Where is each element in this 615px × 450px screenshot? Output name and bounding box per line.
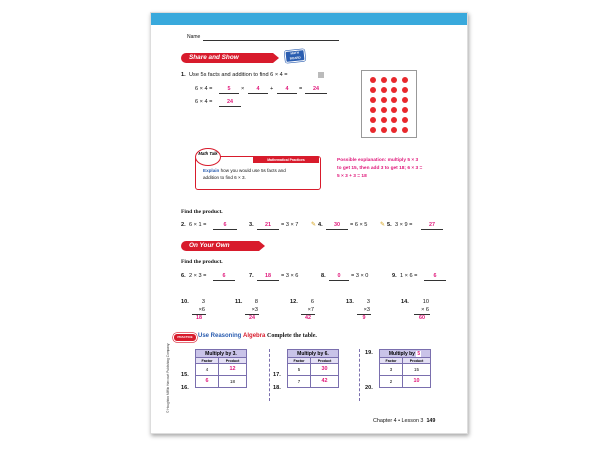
array-dot [370, 107, 376, 113]
problem-7-answer: 18 [265, 273, 271, 279]
problem-14-number: 14. [401, 299, 409, 305]
page-number: 149 [426, 418, 436, 424]
problem-8-number: 8. [321, 273, 326, 279]
table-3-title-text: Multiply by [388, 350, 415, 357]
problem-3-text: = 3 × 7 [281, 222, 299, 228]
problem-18-number: 18. [273, 385, 281, 391]
table-row [288, 364, 339, 376]
use-reasoning-line [198, 333, 317, 339]
question-1-number: 1. [181, 72, 186, 78]
problem-9-text: 1 × 6 = [400, 273, 418, 279]
array-dot [381, 127, 387, 133]
table-row [196, 376, 247, 388]
possible-explanation-2: to get 15, then add 3 to get 18; 6 × 3 = [337, 166, 423, 171]
problem-6-number: 6. [181, 273, 186, 279]
name-line [203, 40, 339, 41]
table-cell-answer: 6 [196, 376, 219, 388]
problem-17-number: 17. [273, 372, 281, 378]
problem-11-answer: 24 [249, 315, 255, 321]
problem-8-answer: 0 [337, 273, 341, 279]
on-your-own-banner: On Your Own [181, 241, 259, 251]
problem-14-top: 10 [422, 299, 429, 305]
problem-20-number: 20. [365, 385, 373, 391]
problem-13-number: 13. [346, 299, 354, 305]
array-dot [402, 77, 408, 83]
pencil-icon: ✎ [380, 222, 386, 228]
problem-12-bottom: ×7 [307, 307, 314, 313]
use-reasoning-label: Use Reasoning [198, 333, 242, 339]
array-dot [381, 117, 387, 123]
array-dot [391, 107, 397, 113]
practice-badge: PRACTICE [173, 333, 197, 342]
question-1-text: Use 5s facts and addition to find 6 × 4 = [189, 72, 288, 78]
problem-12-top: 6 [310, 299, 314, 305]
problem-7-number: 7. [249, 273, 254, 279]
array-dot [370, 117, 376, 123]
table-1-title: Multiply by 3. [196, 350, 247, 358]
share-and-show-banner: Share and Show [181, 53, 273, 63]
footer-chapter [373, 419, 435, 424]
problem-10-number: 10. [181, 299, 189, 305]
top-color-bar [151, 13, 467, 25]
pencil-icon: ✎ [311, 222, 317, 228]
table-row [380, 376, 431, 388]
algebra-label: Algebra [243, 333, 266, 339]
chapter-lesson-label: Chapter 4 • Lesson 3 [373, 418, 424, 424]
problem-13-top: 3 [366, 299, 370, 305]
multiply-by-blank-table [379, 349, 431, 388]
problem-12-answer: 42 [305, 315, 311, 321]
problem-10-bottom: ×6 [198, 307, 205, 313]
problem-5-number: 5. [387, 222, 392, 228]
problem-6-text: 2 × 3 = [189, 273, 207, 279]
table-cell: 7 [288, 376, 311, 388]
table-cell: 2 [380, 376, 403, 388]
table-3-title [380, 350, 431, 358]
dashed-divider [269, 349, 270, 401]
problem-11-top: 8 [254, 299, 258, 305]
mathematical-practices-label: Mathematical Practices [253, 157, 319, 163]
problem-14-answer: 60 [419, 315, 425, 321]
eq1-answer-2: 4 [256, 86, 260, 92]
table-cell: 18 [219, 376, 247, 388]
problem-2-answer: 6 [223, 222, 227, 228]
table-row [380, 364, 431, 376]
problem-4-number: 4. [318, 222, 323, 228]
math-talk-bubble [195, 148, 221, 166]
table-cell-answer: 30 [311, 364, 339, 376]
problem-10-top: 3 [201, 299, 205, 305]
problem-3-answer: 21 [265, 222, 271, 228]
array-dot [402, 117, 408, 123]
table-cell-answer: 10 [402, 376, 430, 388]
table-2-title: Multiply by 6. [288, 350, 339, 358]
array-dot [402, 87, 408, 93]
eq1-equals: = [299, 86, 303, 92]
array-dot [402, 107, 408, 113]
multiply-by-3-table [195, 349, 247, 388]
array-dot [370, 87, 376, 93]
multiply-by-6-table [287, 349, 339, 388]
problem-4-text: = 6 × 5 [350, 222, 368, 228]
eq2-answer: 24 [227, 99, 233, 105]
array-dot [381, 97, 387, 103]
dot-array [361, 70, 417, 138]
table-3-product-header: Product [402, 358, 430, 364]
array-dot [370, 127, 376, 133]
find-product-title-2: Find the product. [181, 259, 223, 265]
table-cell-answer: 42 [311, 376, 339, 388]
array-dot [370, 77, 376, 83]
table-3-factor-header: Factor [380, 358, 403, 364]
problem-9-answer: 6 [433, 273, 437, 279]
problem-11-bottom: ×3 [251, 307, 258, 313]
array-dot [391, 127, 397, 133]
table-3-title-answer: 5 [417, 350, 421, 357]
array-dot [381, 87, 387, 93]
problem-12-number: 12. [290, 299, 298, 305]
problem-9-number: 9. [392, 273, 397, 279]
problem-8-text: = 3 × 0 [351, 273, 369, 279]
problem-13-bottom: ×3 [363, 307, 370, 313]
table-cell: 4 [196, 364, 219, 376]
problem-7-text: = 3 × 6 [281, 273, 299, 279]
eq1-times: × [241, 86, 245, 92]
problem-11-number: 11. [235, 299, 243, 305]
math-board-badge: MATH BOARD [284, 49, 305, 63]
problem-16-number: 16. [181, 385, 189, 391]
table-row [196, 364, 247, 376]
problem-5-text: 3 × 9 = [395, 222, 413, 228]
problem-5-answer: 27 [429, 222, 435, 228]
eq2-lhs: 6 × 4 = [195, 99, 213, 105]
table-2-product-header: Product [311, 358, 339, 364]
instruction-text: Complete the table. [267, 333, 317, 339]
name-label: Name [187, 34, 201, 40]
table-cell: 3 [380, 364, 403, 376]
explain-word: Explain [203, 168, 220, 173]
copyright-text: © Houghton Mifflin Harcourt Publishing Company [166, 343, 170, 413]
array-dot [381, 77, 387, 83]
problem-2-text: 6 × 1 = [189, 222, 207, 228]
possible-explanation-1: Possible explanation: multiply 5 × 3 [337, 158, 419, 163]
array-dot [391, 77, 397, 83]
array-dot [391, 87, 397, 93]
table-1-product-header: Product [219, 358, 247, 364]
table-row [288, 376, 339, 388]
problem-6-answer: 6 [222, 273, 226, 279]
eq1-plus: + [270, 86, 274, 92]
math-talk-label: Math Talk [198, 151, 218, 156]
array-dot [370, 97, 376, 103]
possible-explanation-3: 5 × 3 + 3 = 18 [337, 174, 367, 179]
answer-box [318, 72, 324, 78]
problem-19-number: 19. [365, 350, 373, 356]
problem-10-answer: 18 [196, 315, 202, 321]
problem-14-bottom: × 6 [421, 307, 429, 313]
explain-text-2: addition to find 6 × 3. [203, 175, 246, 180]
array-dot [391, 117, 397, 123]
eq1-answer-3: 4 [285, 86, 289, 92]
problem-15-number: 15. [181, 372, 189, 378]
eq1-lhs: 6 × 4 = [195, 86, 213, 92]
problem-4-answer: 30 [334, 222, 340, 228]
explain-text: how you would use 5s facts and [220, 168, 286, 173]
array-dot [402, 127, 408, 133]
eq1-answer-1: 5 [227, 86, 231, 92]
table-2-factor-header: Factor [288, 358, 311, 364]
find-product-title-1: Find the product. [181, 209, 223, 215]
table-1-factor-header: Factor [196, 358, 219, 364]
table-cell-answer: 12 [219, 364, 247, 376]
problem-13-answer: 9 [362, 315, 366, 321]
array-dot [381, 107, 387, 113]
array-dot [391, 97, 397, 103]
table-cell: 5 [288, 364, 311, 376]
dashed-divider [359, 349, 360, 401]
table-cell: 15 [402, 364, 430, 376]
worksheet-page [150, 12, 468, 434]
problem-2-number: 2. [181, 222, 186, 228]
problem-3-number: 3. [249, 222, 254, 228]
eq1-answer-4: 24 [313, 86, 319, 92]
array-dot [402, 97, 408, 103]
